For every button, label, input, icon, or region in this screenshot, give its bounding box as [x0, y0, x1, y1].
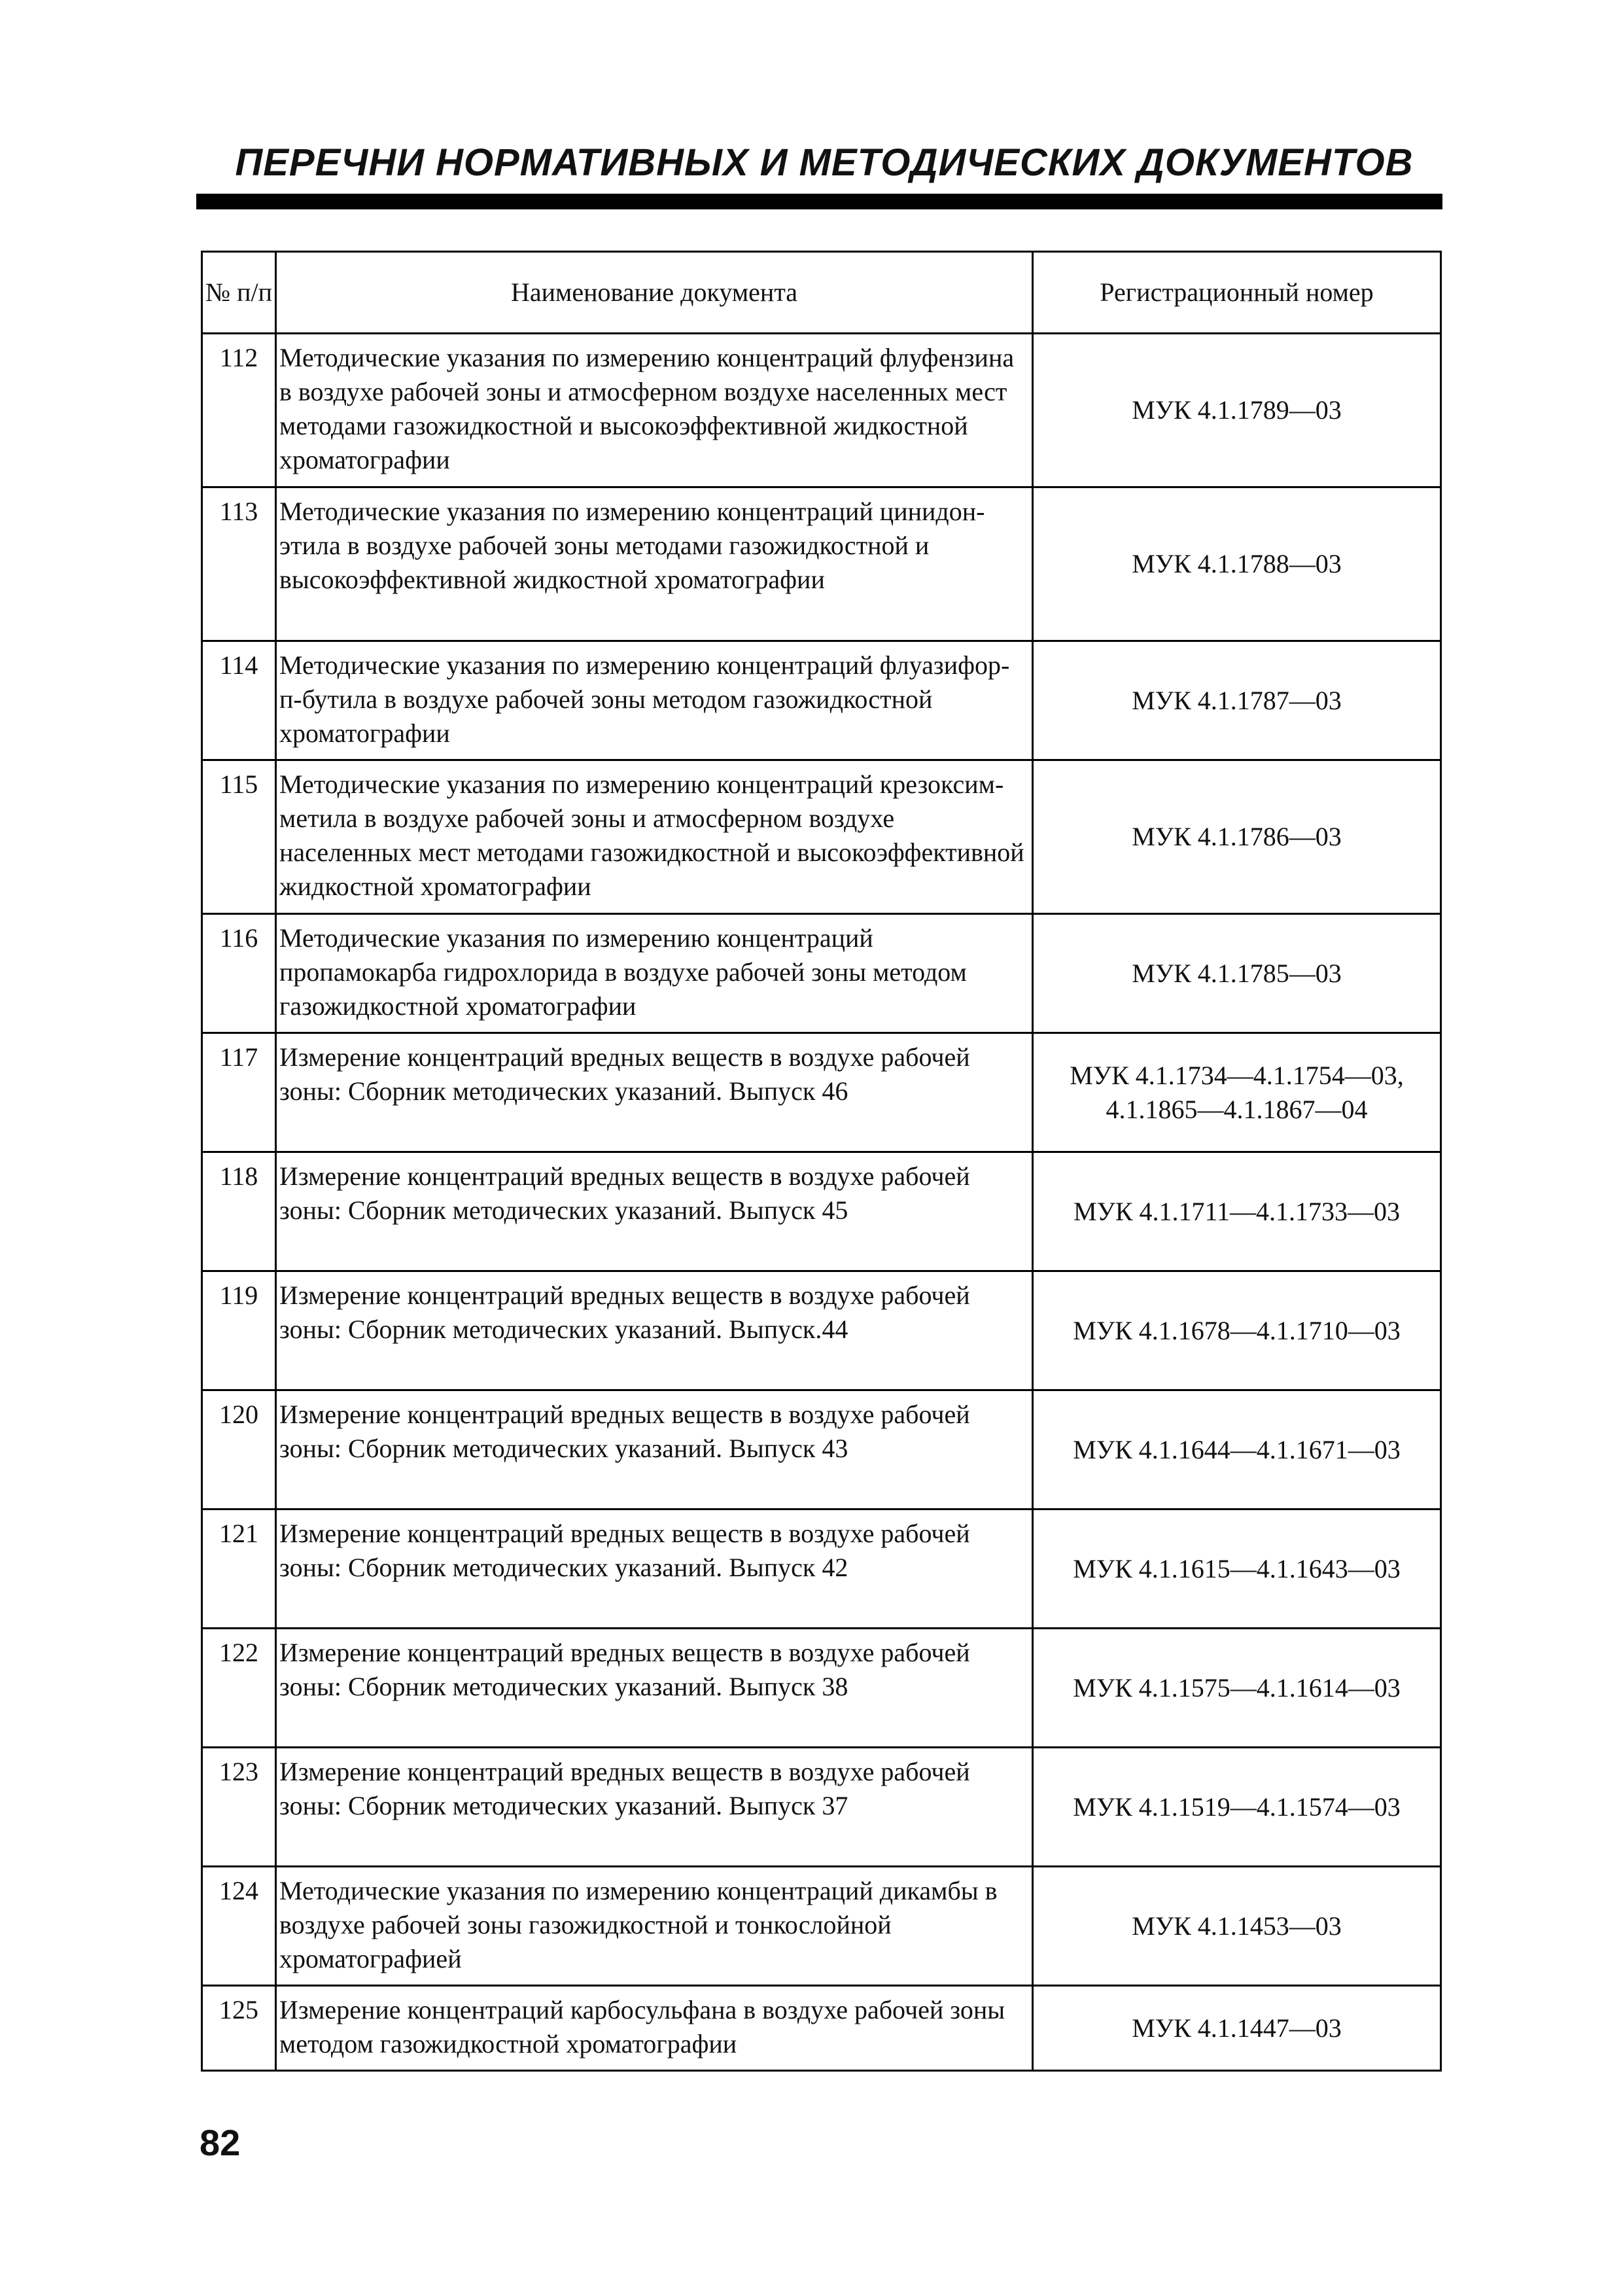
- document-name: Измерение концентраций вредных веществ в воздухе рабочей зоны: Сборник методических указаний. Выпуск 42: [276, 1510, 1033, 1629]
- table-row: [202, 334, 1441, 487]
- row-number: 124: [202, 1867, 276, 1986]
- table-row: [202, 1271, 1441, 1390]
- page-title: ПЕРЕЧНИ НОРМАТИВНЫХ И МЕТОДИЧЕСКИХ ДОКУМЕНТОВ: [235, 141, 1414, 184]
- registration-number: МУК 4.1.1789—03: [1033, 334, 1441, 487]
- document-name: Измерение концентраций вредных веществ в воздухе рабочей зоны: Сборник методических указаний. Выпуск 43: [276, 1390, 1033, 1510]
- table-row: [202, 1033, 1441, 1152]
- table-row: [202, 1510, 1441, 1629]
- document-name: Методические указания по измерению концентраций флуазифор-п-бутила в воздухе рабочей зоны методом газожидкостной хроматографии: [276, 641, 1033, 760]
- table-row: [202, 641, 1441, 760]
- registration-number: МУК 4.1.1788—03: [1033, 487, 1441, 641]
- table-row: [202, 760, 1441, 914]
- registration-number: МУК 4.1.1734—4.1.1754—03, 4.1.1865—4.1.1867—04: [1033, 1033, 1441, 1152]
- row-number: 125: [202, 1986, 276, 2071]
- registration-number: МУК 4.1.1787—03: [1033, 641, 1441, 760]
- row-number: 123: [202, 1748, 276, 1867]
- registration-number: МУК 4.1.1575—4.1.1614—03: [1033, 1629, 1441, 1748]
- column-header-number: № п/п: [202, 252, 276, 334]
- row-number: 118: [202, 1152, 276, 1271]
- row-number: 121: [202, 1510, 276, 1629]
- table-header-row: [202, 252, 1441, 334]
- registration-number: МУК 4.1.1519—4.1.1574—03: [1033, 1748, 1441, 1867]
- column-header-registration: Регистрационный номер: [1033, 252, 1441, 334]
- row-number: 112: [202, 334, 276, 487]
- page-number: 82: [200, 2122, 241, 2163]
- registration-number: МУК 4.1.1785—03: [1033, 914, 1441, 1033]
- table-row: [202, 1867, 1441, 1986]
- row-number: 120: [202, 1390, 276, 1510]
- document-name: Измерение концентраций вредных веществ в воздухе рабочей зоны: Сборник методических указаний. Выпуск 38: [276, 1629, 1033, 1748]
- registration-number: МУК 4.1.1615—4.1.1643—03: [1033, 1510, 1441, 1629]
- table-row: [202, 1390, 1441, 1510]
- documents-table: [201, 251, 1442, 2072]
- document-name: Методические указания по измерению концентраций флуфензина в воздухе рабочей зоны и атмосферном воздухе населенных мест методами газожидкостной и высокоэффективной жидкостной хроматографии: [276, 334, 1033, 487]
- table-row: [202, 487, 1441, 641]
- row-number: 115: [202, 760, 276, 914]
- row-number: 122: [202, 1629, 276, 1748]
- header-rule: [196, 194, 1442, 209]
- column-header-name: Наименование документа: [276, 252, 1033, 334]
- document-name: Методические указания по измерению концентраций цинидон-этила в воздухе рабочей зоны методами газожидкостной и высокоэффективной жидкостной хроматографии: [276, 487, 1033, 641]
- table-row: [202, 1986, 1441, 2071]
- registration-number: МУК 4.1.1678—4.1.1710—03: [1033, 1271, 1441, 1390]
- row-number: 114: [202, 641, 276, 760]
- document-name: Измерение концентраций карбосульфана в воздухе рабочей зоны методом газожидкостной хроматографии: [276, 1986, 1033, 2071]
- document-name: Измерение концентраций вредных веществ в воздухе рабочей зоны: Сборник методических указаний. Выпуск 46: [276, 1033, 1033, 1152]
- document-name: Измерение концентраций вредных веществ в воздухе рабочей зоны: Сборник методических указаний. Выпуск.44: [276, 1271, 1033, 1390]
- registration-number: МУК 4.1.1453—03: [1033, 1867, 1441, 1986]
- table-row: [202, 1629, 1441, 1748]
- row-number: 116: [202, 914, 276, 1033]
- document-name: Измерение концентраций вредных веществ в воздухе рабочей зоны: Сборник методических указаний. Выпуск 45: [276, 1152, 1033, 1271]
- registration-number: МУК 4.1.1786—03: [1033, 760, 1441, 914]
- table-row: [202, 1748, 1441, 1867]
- registration-number: МУК 4.1.1447—03: [1033, 1986, 1441, 2071]
- document-name: Методические указания по измерению концентраций крезоксим-метила в воздухе рабочей зоны и атмосферном воздухе населенных мест методами газожидкостной и высокоэффективной жидкостной хроматографии: [276, 760, 1033, 914]
- document-name: Методические указания по измерению концентраций пропамокарба гидрохлорида в воздухе рабочей зоны методом газожидкостной хроматографии: [276, 914, 1033, 1033]
- row-number: 119: [202, 1271, 276, 1390]
- table-row: [202, 914, 1441, 1033]
- document-name: Измерение концентраций вредных веществ в воздухе рабочей зоны: Сборник методических указаний. Выпуск 37: [276, 1748, 1033, 1867]
- row-number: 113: [202, 487, 276, 641]
- document-name: Методические указания по измерению концентраций дикамбы в воздухе рабочей зоны газожидкостной и тонкослойной хроматографией: [276, 1867, 1033, 1986]
- registration-number: МУК 4.1.1711—4.1.1733—03: [1033, 1152, 1441, 1271]
- registration-number: МУК 4.1.1644—4.1.1671—03: [1033, 1390, 1441, 1510]
- row-number: 117: [202, 1033, 276, 1152]
- table-row: [202, 1152, 1441, 1271]
